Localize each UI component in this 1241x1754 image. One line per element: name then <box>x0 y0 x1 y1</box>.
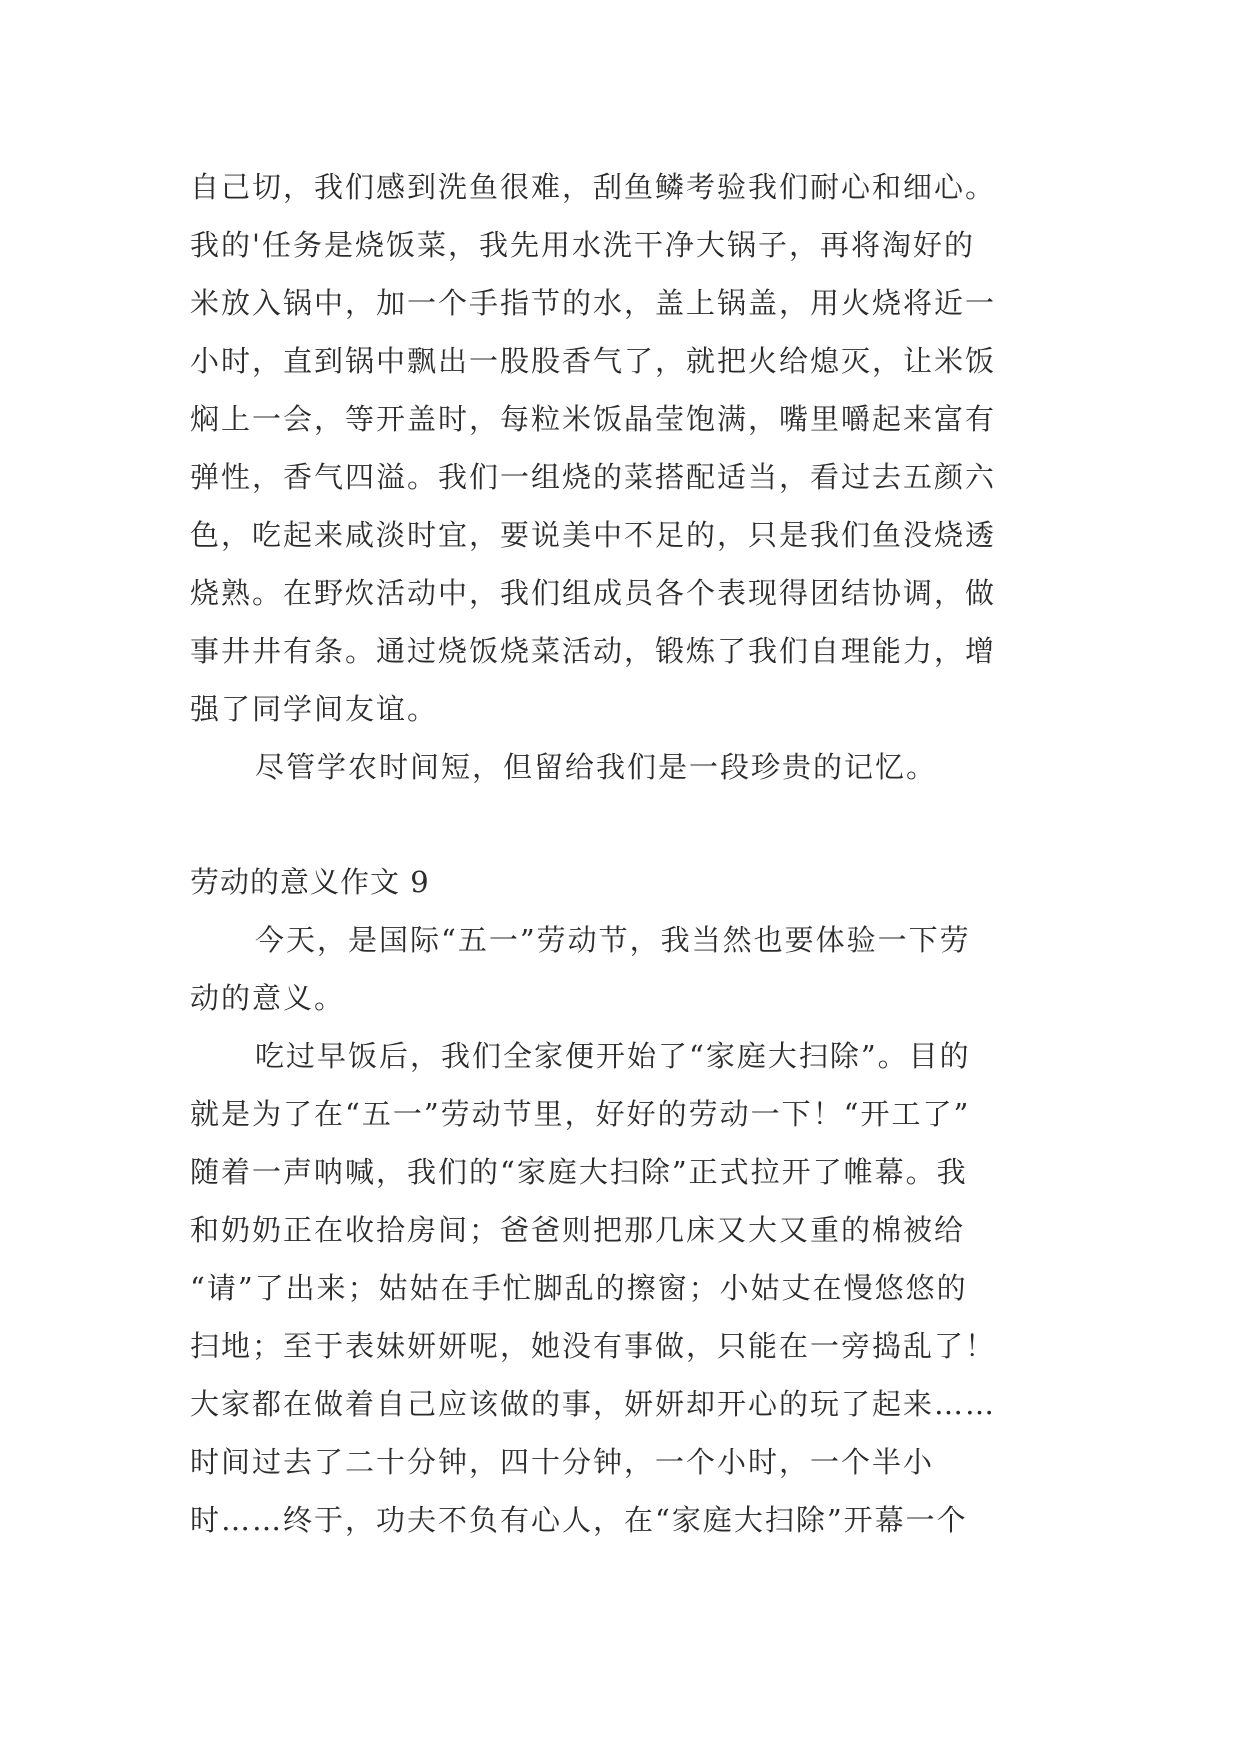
text-line: 时……终于，功夫不负有心人，在“家庭大扫除”开幕一个 <box>190 1503 968 1537</box>
paragraph-first-line: 今天，是国际“五一”劳动节，我当然也要体验一下劳 <box>255 923 971 957</box>
text-line: 随着一声呐喊，我们的“家庭大扫除”正式拉开了帷幕。我 <box>190 1155 968 1189</box>
section-heading: 劳动的意义作文 9 <box>190 865 430 899</box>
text-line: 时间过去了二十分钟，四十分钟，一个小时，一个半小 <box>190 1445 935 1479</box>
paragraph-first-line: 吃过早饭后，我们全家便开始了“家庭大扫除”。目的 <box>255 1039 971 1073</box>
text-line: 和奶奶正在收拾房间；爸爸则把那几床又大又重的棉被给 <box>190 1213 966 1247</box>
text-line: 强了同学间友谊。 <box>190 692 439 726</box>
paragraph-first-line: 尽管学农时间短，但留给我们是一段珍贵的记忆。 <box>255 750 938 784</box>
text-line: “请”了出来；姑姑在手忙脚乱的擦窗；小姑丈在慢悠悠的 <box>190 1271 968 1305</box>
text-line: 就是为了在“五一”劳动节里，好好的劳动一下！“开工了” <box>190 1097 971 1131</box>
text-line: 小时，直到锅中飘出一股股香气了，就把火给熄灭，让米饭 <box>190 344 997 378</box>
text-line: 色，吃起来咸淡时宜，要说美中不足的，只是我们鱼没烧透 <box>190 518 997 552</box>
text-line: 弹性，香气四溢。我们一组烧的菜搭配适当，看过去五颜六 <box>190 460 997 494</box>
text-line: 自己切，我们感到洗鱼很难，刮鱼鳞考验我们耐心和细心。 <box>190 170 997 204</box>
text-line: 大家都在做着自己应该做的事，妍妍却开心的玩了起来…… <box>190 1387 997 1421</box>
text-line: 扫地；至于表妹妍妍呢，她没有事做，只能在一旁捣乱了！ <box>190 1329 997 1363</box>
text-line: 事井井有条。通过烧饭烧菜活动，锻炼了我们自理能力，增 <box>190 634 997 668</box>
text-line: 动的意义。 <box>190 981 346 1015</box>
text-line: 焖上一会，等开盖时，每粒米饭晶莹饱满，嘴里嚼起来富有 <box>190 402 997 436</box>
text-line: 我的'任务是烧饭菜，我先用水洗干净大锅子，再将淘好的 <box>190 228 975 262</box>
text-line: 烧熟。在野炊活动中，我们组成员各个表现得团结协调，做 <box>190 576 997 610</box>
text-line: 米放入锅中，加一个手指节的水，盖上锅盖，用火烧将近一 <box>190 286 997 320</box>
